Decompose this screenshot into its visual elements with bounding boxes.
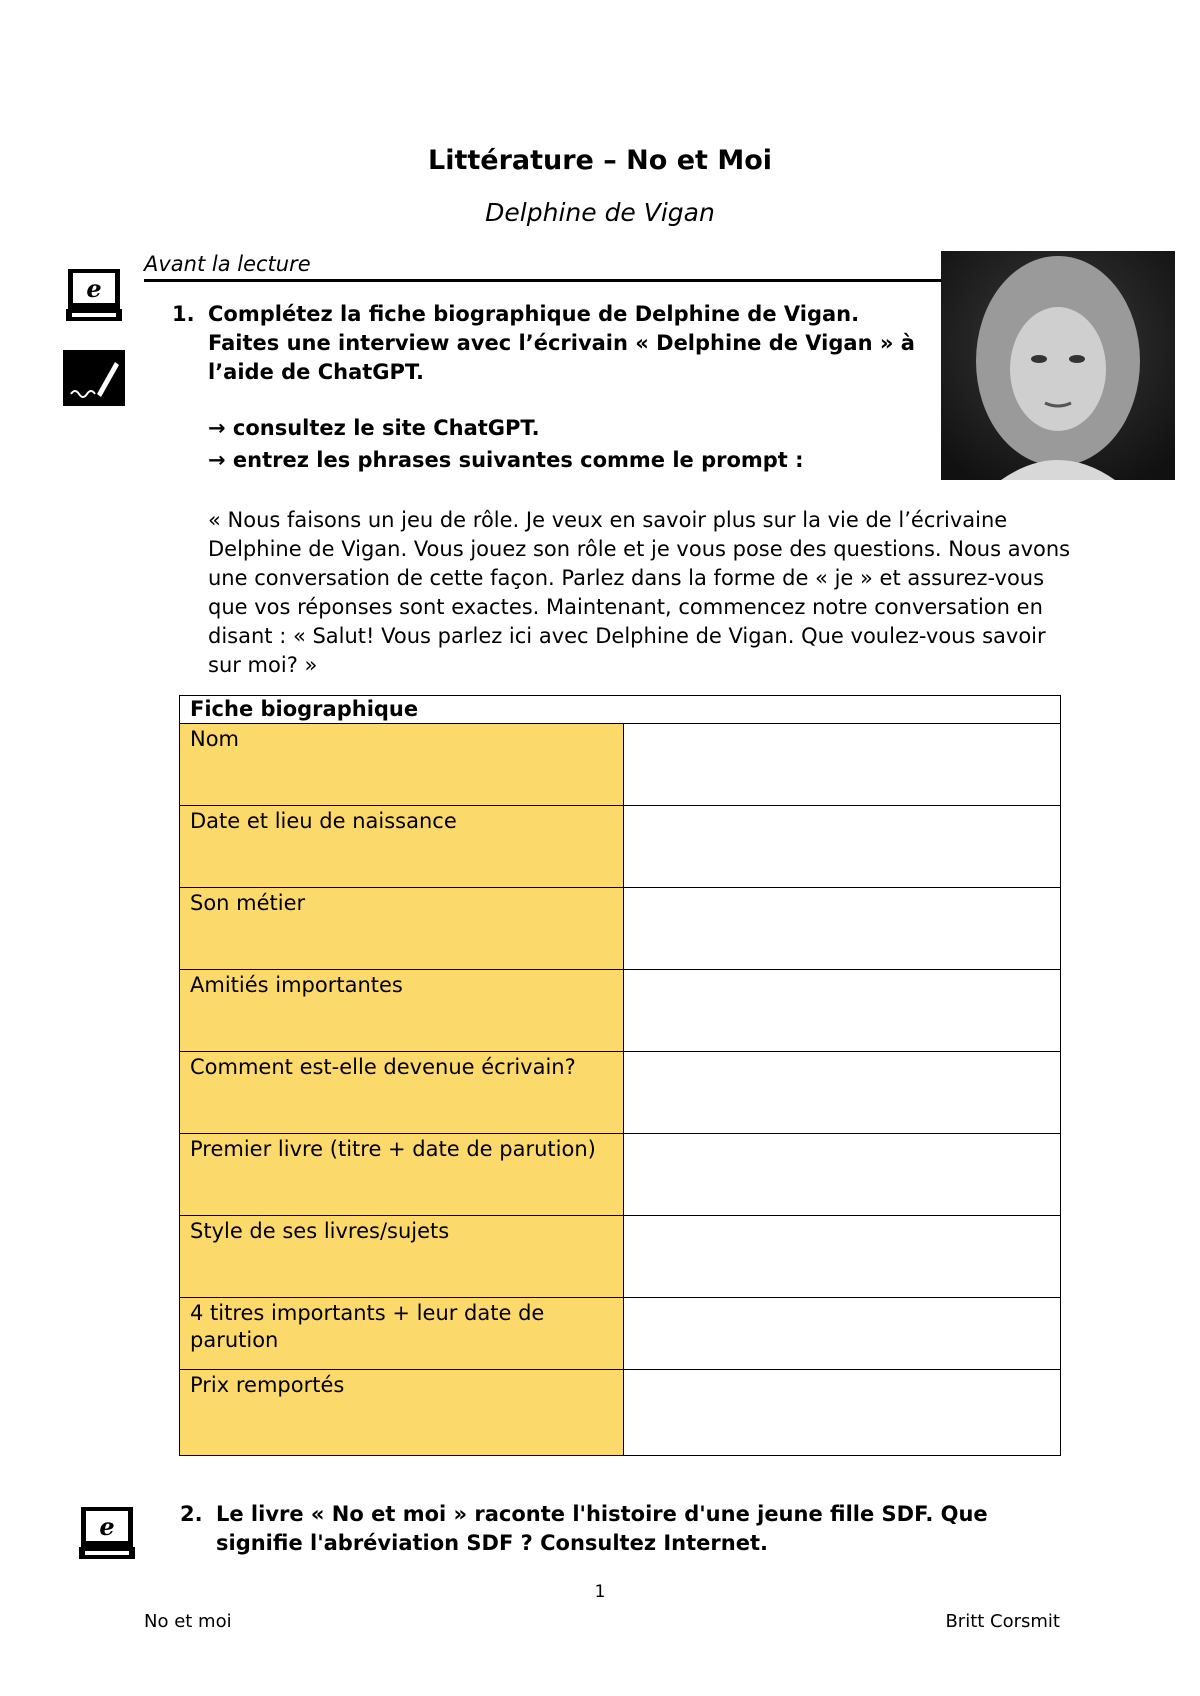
svg-text:e: e xyxy=(86,274,102,303)
writing-pen-icon xyxy=(63,350,125,406)
biography-table xyxy=(179,695,1061,1456)
row-label: Style de ses livres/sujets xyxy=(180,1216,624,1298)
answer-cell[interactable] xyxy=(624,806,1061,888)
instruction-step-2: → entrez les phrases suivantes comme le prompt : xyxy=(208,448,804,472)
footer-author: Britt Corsmit xyxy=(945,1611,1060,1632)
table-row xyxy=(180,1298,1061,1370)
table-row xyxy=(180,724,1061,806)
page-number: 1 xyxy=(594,1582,606,1602)
table-row xyxy=(180,1052,1061,1134)
svg-text:e: e xyxy=(99,1512,115,1541)
answer-cell[interactable] xyxy=(624,1134,1061,1216)
table-row xyxy=(180,1216,1061,1298)
row-label: Nom xyxy=(180,724,624,806)
answer-cell[interactable] xyxy=(624,888,1061,970)
page-title: Littérature – No et Moi xyxy=(427,145,772,176)
table-row xyxy=(180,888,1061,970)
answer-cell[interactable] xyxy=(624,970,1061,1052)
section-divider xyxy=(144,279,944,282)
row-label: Prix remportés xyxy=(180,1370,624,1456)
table-row xyxy=(180,1134,1061,1216)
table-row xyxy=(180,970,1061,1052)
chatgpt-prompt-text: « Nous faisons un jeu de rôle. Je veux en savoir plus sur la vie de l’écrivaine Delphine de Vigan. Vous jouez son rôle et je vous pose des questions. Nous avons une conversation de cette façon. Parlez dans la forme de « je » et assurez-vous que vos réponses sont exactes. Maintenant, commencez notre conversation en disant : « Salut! Vous parlez ici avec Delphine de Vigan. Que voulez-vous savoir sur moi? » xyxy=(208,508,1071,677)
author-name: Delphine de Vigan xyxy=(485,198,715,227)
question-1-text: Complétez la fiche biographique de Delphine de Vigan. Faites une interview avec l’écrivain « Delphine de Vigan » à l’aide de ChatGPT. xyxy=(208,302,915,384)
question-1 xyxy=(172,300,932,387)
author-portrait xyxy=(941,251,1175,480)
row-label: Date et lieu de naissance xyxy=(180,806,624,888)
answer-cell[interactable] xyxy=(624,724,1061,806)
table-row xyxy=(180,1370,1061,1456)
question-2 xyxy=(180,1500,1080,1558)
question-number: 1. xyxy=(172,302,195,326)
table-header: Fiche biographique xyxy=(180,696,1061,724)
section-label: Avant la lecture xyxy=(144,252,311,276)
table-row xyxy=(180,806,1061,888)
question-number: 2. xyxy=(180,1502,203,1526)
answer-cell[interactable] xyxy=(624,1370,1061,1456)
row-label: Son métier xyxy=(180,888,624,970)
row-label: Premier livre (titre + date de parution) xyxy=(180,1134,624,1216)
answer-cell[interactable] xyxy=(624,1052,1061,1134)
answer-cell[interactable] xyxy=(624,1216,1061,1298)
row-label: 4 titres importants + leur date de parution xyxy=(180,1298,624,1370)
internet-computer-icon xyxy=(79,1505,135,1561)
question-2-text: Le livre « No et moi » raconte l'histoire d'une jeune fille SDF. Que signifie l'abréviation SDF ? Consultez Internet. xyxy=(216,1502,988,1555)
footer-title: No et moi xyxy=(144,1611,232,1632)
internet-computer-icon xyxy=(66,267,122,323)
answer-cell[interactable] xyxy=(624,1298,1061,1370)
instruction-step-1: → consultez le site ChatGPT. xyxy=(208,416,540,440)
row-label: Comment est-elle devenue écrivain? xyxy=(180,1052,624,1134)
row-label: Amitiés importantes xyxy=(180,970,624,1052)
